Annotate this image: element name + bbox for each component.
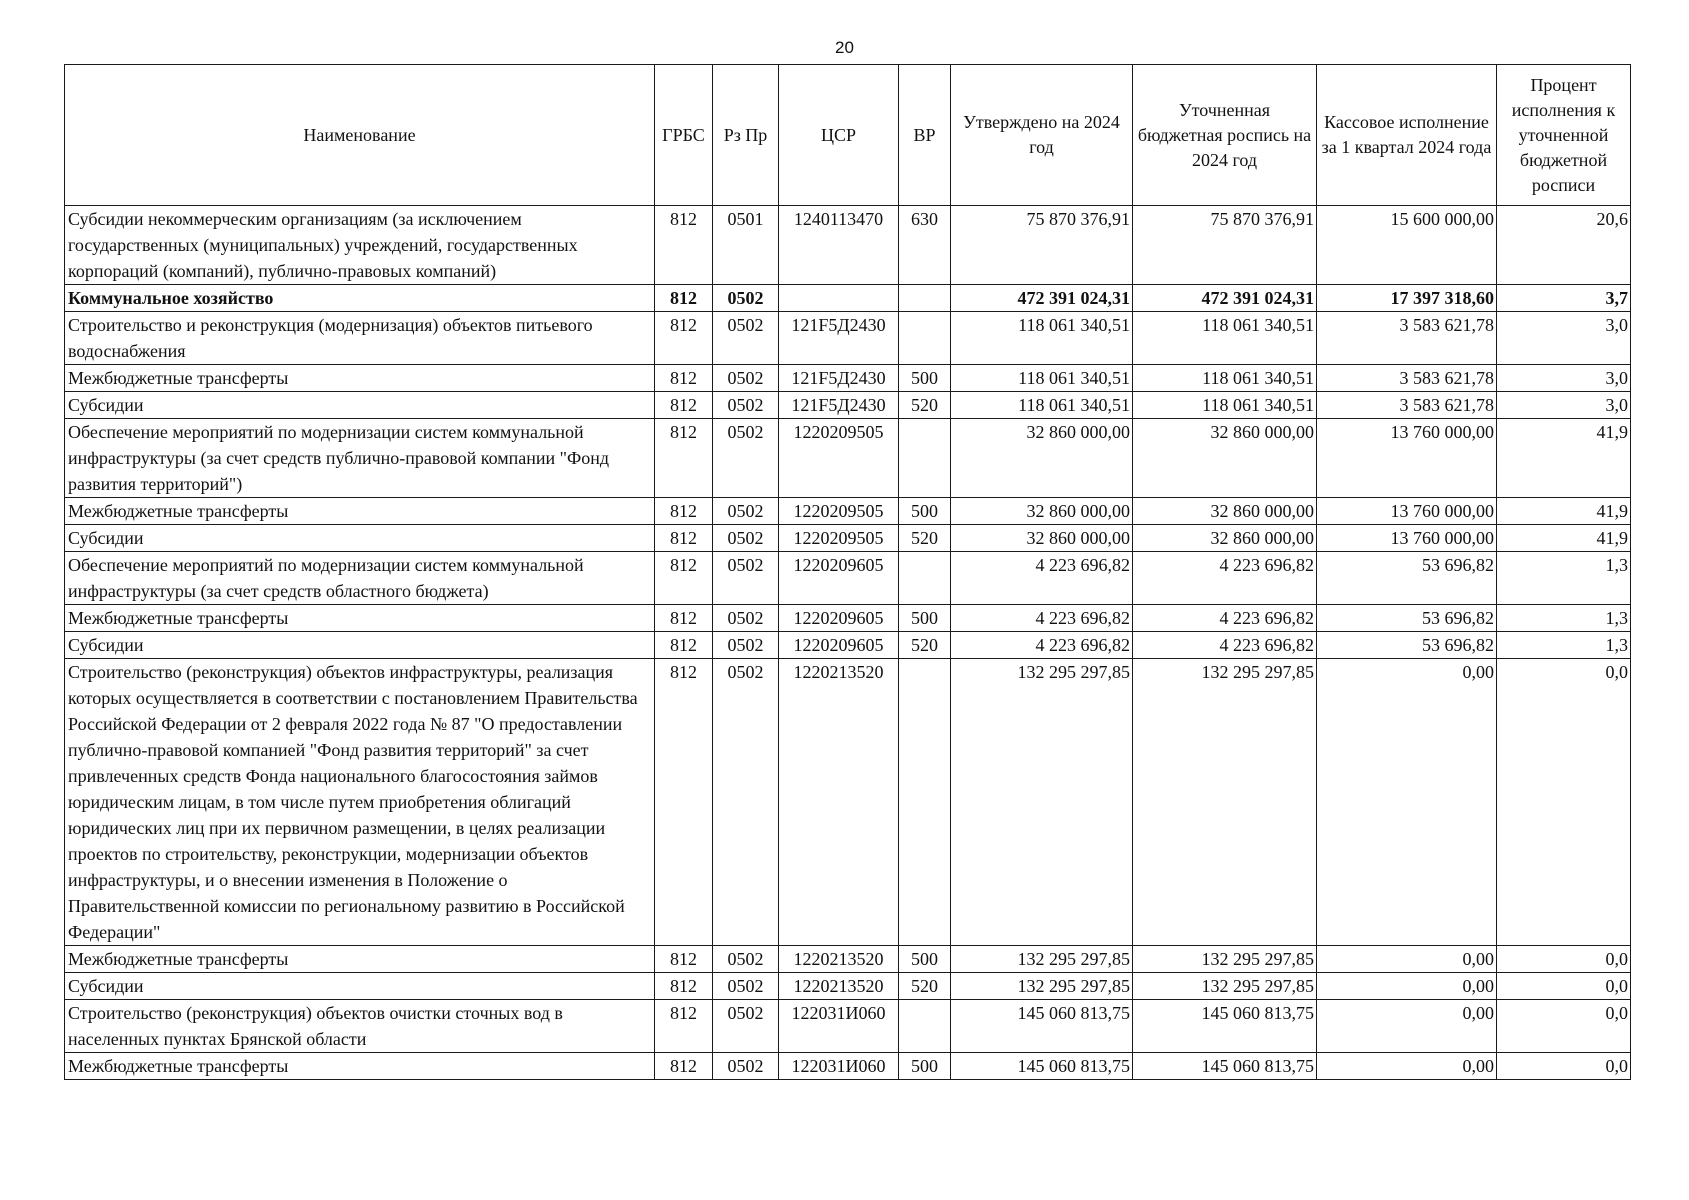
cell-cash: 0,00 <box>1317 1000 1497 1053</box>
table-row <box>65 1000 1631 1053</box>
cell-name: Межбюджетные трансферты <box>65 1053 655 1080</box>
cell-cash: 53 696,82 <box>1317 552 1497 605</box>
cell-cash: 13 760 000,00 <box>1317 525 1497 552</box>
cell-percent: 20,6 <box>1497 206 1631 285</box>
table-row <box>65 605 1631 632</box>
cell-rzpr: 0502 <box>713 1053 779 1080</box>
cell-percent: 41,9 <box>1497 419 1631 498</box>
cell-cash: 0,00 <box>1317 973 1497 1000</box>
table-row <box>65 1053 1631 1080</box>
table-row <box>65 552 1631 605</box>
cell-rzpr: 0502 <box>713 973 779 1000</box>
cell-grbs: 812 <box>655 365 713 392</box>
table-row <box>65 525 1631 552</box>
cell-vr: 500 <box>899 605 951 632</box>
cell-vr <box>899 1000 951 1053</box>
table-row <box>65 973 1631 1000</box>
cell-revised: 132 295 297,85 <box>1133 973 1317 1000</box>
cell-csr: 121F5Д2430 <box>779 392 899 419</box>
cell-rzpr: 0502 <box>713 312 779 365</box>
cell-name: Субсидии <box>65 392 655 419</box>
col-header-csr: ЦСР <box>779 65 899 206</box>
cell-cash: 53 696,82 <box>1317 632 1497 659</box>
cell-grbs: 812 <box>655 525 713 552</box>
cell-csr: 121F5Д2430 <box>779 365 899 392</box>
cell-grbs: 812 <box>655 552 713 605</box>
cell-revised: 118 061 340,51 <box>1133 365 1317 392</box>
cell-rzpr: 0502 <box>713 632 779 659</box>
cell-percent: 1,3 <box>1497 605 1631 632</box>
cell-grbs: 812 <box>655 973 713 1000</box>
cell-name: Субсидии <box>65 973 655 1000</box>
table-header-row <box>65 65 1631 206</box>
cell-grbs: 812 <box>655 419 713 498</box>
cell-rzpr: 0502 <box>713 419 779 498</box>
col-header-name: Наименование <box>65 65 655 206</box>
cell-approved: 4 223 696,82 <box>951 605 1133 632</box>
cell-cash: 17 397 318,60 <box>1317 285 1497 312</box>
table-row <box>65 946 1631 973</box>
col-header-percent: Процент исполнения к уточненной бюджетной росписи <box>1497 65 1631 206</box>
cell-revised: 145 060 813,75 <box>1133 1000 1317 1053</box>
cell-percent: 3,0 <box>1497 392 1631 419</box>
cell-approved: 32 860 000,00 <box>951 525 1133 552</box>
cell-name: Межбюджетные трансферты <box>65 946 655 973</box>
cell-name: Строительство (реконструкция) объектов очистки сточных вод в населенных пунктах Брянской области <box>65 1000 655 1053</box>
cell-rzpr: 0502 <box>713 946 779 973</box>
table-row <box>65 206 1631 285</box>
cell-cash: 15 600 000,00 <box>1317 206 1497 285</box>
cell-rzpr: 0502 <box>713 365 779 392</box>
page-number: 20 <box>835 38 854 57</box>
cell-rzpr: 0502 <box>713 1000 779 1053</box>
cell-vr: 630 <box>899 206 951 285</box>
cell-percent: 3,7 <box>1497 285 1631 312</box>
cell-csr: 122031И060 <box>779 1053 899 1080</box>
cell-csr <box>779 285 899 312</box>
table-row-section-total <box>65 285 1631 312</box>
cell-approved: 118 061 340,51 <box>951 365 1133 392</box>
cell-revised: 472 391 024,31 <box>1133 285 1317 312</box>
cell-name: Субсидии <box>65 632 655 659</box>
cell-name: Обеспечение мероприятий по модернизации систем коммунальной инфраструктуры (за счет средств публично-правовой компании "Фонд развития территорий") <box>65 419 655 498</box>
cell-approved: 4 223 696,82 <box>951 552 1133 605</box>
cell-name: Обеспечение мероприятий по модернизации систем коммунальной инфраструктуры (за счет средств областного бюджета) <box>65 552 655 605</box>
cell-name: Строительство (реконструкция) объектов инфраструктуры, реализация которых осуществляется в соответствии с постановлением Правительства Российской Федерации от 2 февраля 2022 года № 87 "О предоставлении публично-правовой компанией "Фонд развития территорий" за счет привлеченных средств Фонда национального благосостояния займов юридическим лицам, в том числе путем приобретения облигаций юридических лиц при их первичном размещении, в целях реализации проектов по строительству, реконструкции, модернизации объектов инфраструктуры, и о внесении изменения в Положение о Правительственной комиссии по региональному развитию в Российской Федерации" <box>65 659 655 946</box>
cell-percent: 0,0 <box>1497 659 1631 946</box>
cell-csr: 1220209505 <box>779 419 899 498</box>
cell-vr <box>899 659 951 946</box>
cell-revised: 145 060 813,75 <box>1133 1053 1317 1080</box>
cell-name: Коммунальное хозяйство <box>65 285 655 312</box>
cell-csr: 1220213520 <box>779 973 899 1000</box>
cell-rzpr: 0502 <box>713 392 779 419</box>
table-row <box>65 312 1631 365</box>
cell-name: Межбюджетные трансферты <box>65 365 655 392</box>
cell-grbs: 812 <box>655 946 713 973</box>
cell-vr: 500 <box>899 1053 951 1080</box>
cell-approved: 32 860 000,00 <box>951 498 1133 525</box>
cell-vr: 520 <box>899 632 951 659</box>
cell-csr: 122031И060 <box>779 1000 899 1053</box>
cell-csr: 1220209605 <box>779 605 899 632</box>
cell-name: Межбюджетные трансферты <box>65 605 655 632</box>
cell-revised: 4 223 696,82 <box>1133 632 1317 659</box>
cell-percent: 3,0 <box>1497 312 1631 365</box>
cell-grbs: 812 <box>655 312 713 365</box>
cell-csr: 121F5Д2430 <box>779 312 899 365</box>
cell-percent: 41,9 <box>1497 498 1631 525</box>
cell-name: Субсидии некоммерческим организациям (за исключением государственных (муниципальных) учреждений, государственных корпораций (компаний), публично-правовых компаний) <box>65 206 655 285</box>
cell-rzpr: 0502 <box>713 605 779 632</box>
cell-revised: 32 860 000,00 <box>1133 498 1317 525</box>
cell-rzpr: 0502 <box>713 285 779 312</box>
cell-csr: 1240113470 <box>779 206 899 285</box>
cell-vr <box>899 419 951 498</box>
cell-revised: 4 223 696,82 <box>1133 552 1317 605</box>
cell-approved: 132 295 297,85 <box>951 659 1133 946</box>
cell-cash: 0,00 <box>1317 946 1497 973</box>
cell-approved: 4 223 696,82 <box>951 632 1133 659</box>
cell-rzpr: 0502 <box>713 498 779 525</box>
cell-percent: 3,0 <box>1497 365 1631 392</box>
cell-rzpr: 0502 <box>713 659 779 946</box>
col-header-cash: Кассовое исполнение за 1 квартал 2024 года <box>1317 65 1497 206</box>
cell-vr: 520 <box>899 973 951 1000</box>
cell-approved: 118 061 340,51 <box>951 392 1133 419</box>
table-row <box>65 392 1631 419</box>
cell-revised: 75 870 376,91 <box>1133 206 1317 285</box>
cell-name: Межбюджетные трансферты <box>65 498 655 525</box>
cell-grbs: 812 <box>655 1000 713 1053</box>
cell-approved: 75 870 376,91 <box>951 206 1133 285</box>
cell-cash: 0,00 <box>1317 1053 1497 1080</box>
cell-grbs: 812 <box>655 392 713 419</box>
cell-approved: 32 860 000,00 <box>951 419 1133 498</box>
table-row <box>65 498 1631 525</box>
table-row <box>65 659 1631 946</box>
cell-cash: 3 583 621,78 <box>1317 312 1497 365</box>
cell-percent: 0,0 <box>1497 946 1631 973</box>
col-header-approved: Утверждено на 2024 год <box>951 65 1133 206</box>
cell-approved: 472 391 024,31 <box>951 285 1133 312</box>
cell-grbs: 812 <box>655 659 713 946</box>
cell-approved: 132 295 297,85 <box>951 973 1133 1000</box>
cell-rzpr: 0501 <box>713 206 779 285</box>
cell-csr: 1220209605 <box>779 552 899 605</box>
cell-revised: 32 860 000,00 <box>1133 525 1317 552</box>
cell-vr: 500 <box>899 498 951 525</box>
cell-cash: 13 760 000,00 <box>1317 419 1497 498</box>
cell-percent: 0,0 <box>1497 1000 1631 1053</box>
cell-approved: 145 060 813,75 <box>951 1053 1133 1080</box>
cell-csr: 1220209505 <box>779 498 899 525</box>
cell-revised: 118 061 340,51 <box>1133 392 1317 419</box>
cell-revised: 4 223 696,82 <box>1133 605 1317 632</box>
cell-vr: 520 <box>899 525 951 552</box>
cell-cash: 13 760 000,00 <box>1317 498 1497 525</box>
cell-csr: 1220209505 <box>779 525 899 552</box>
cell-cash: 53 696,82 <box>1317 605 1497 632</box>
cell-vr <box>899 285 951 312</box>
cell-percent: 1,3 <box>1497 552 1631 605</box>
cell-cash: 3 583 621,78 <box>1317 392 1497 419</box>
cell-grbs: 812 <box>655 605 713 632</box>
cell-revised: 132 295 297,85 <box>1133 659 1317 946</box>
cell-vr <box>899 552 951 605</box>
table-row <box>65 365 1631 392</box>
cell-percent: 1,3 <box>1497 632 1631 659</box>
cell-cash: 0,00 <box>1317 659 1497 946</box>
cell-percent: 0,0 <box>1497 1053 1631 1080</box>
cell-name: Строительство и реконструкция (модернизация) объектов питьевого водоснабжения <box>65 312 655 365</box>
cell-grbs: 812 <box>655 1053 713 1080</box>
table-row <box>65 419 1631 498</box>
cell-csr: 1220213520 <box>779 946 899 973</box>
cell-approved: 145 060 813,75 <box>951 1000 1133 1053</box>
cell-name: Субсидии <box>65 525 655 552</box>
cell-csr: 1220213520 <box>779 659 899 946</box>
cell-rzpr: 0502 <box>713 552 779 605</box>
cell-approved: 118 061 340,51 <box>951 312 1133 365</box>
col-header-grbs: ГРБС <box>655 65 713 206</box>
col-header-vr: ВР <box>899 65 951 206</box>
cell-revised: 32 860 000,00 <box>1133 419 1317 498</box>
cell-vr: 520 <box>899 392 951 419</box>
cell-percent: 0,0 <box>1497 973 1631 1000</box>
cell-grbs: 812 <box>655 498 713 525</box>
budget-execution-table <box>64 64 1631 1080</box>
cell-vr: 500 <box>899 946 951 973</box>
cell-approved: 132 295 297,85 <box>951 946 1133 973</box>
cell-rzpr: 0502 <box>713 525 779 552</box>
cell-grbs: 812 <box>655 632 713 659</box>
cell-vr: 500 <box>899 365 951 392</box>
cell-revised: 132 295 297,85 <box>1133 946 1317 973</box>
cell-percent: 41,9 <box>1497 525 1631 552</box>
cell-cash: 3 583 621,78 <box>1317 365 1497 392</box>
table-row <box>65 632 1631 659</box>
cell-grbs: 812 <box>655 206 713 285</box>
col-header-rzpr: Рз Пр <box>713 65 779 206</box>
cell-vr <box>899 312 951 365</box>
cell-grbs: 812 <box>655 285 713 312</box>
col-header-revised: Уточненная бюджетная роспись на 2024 год <box>1133 65 1317 206</box>
cell-revised: 118 061 340,51 <box>1133 312 1317 365</box>
cell-csr: 1220209605 <box>779 632 899 659</box>
